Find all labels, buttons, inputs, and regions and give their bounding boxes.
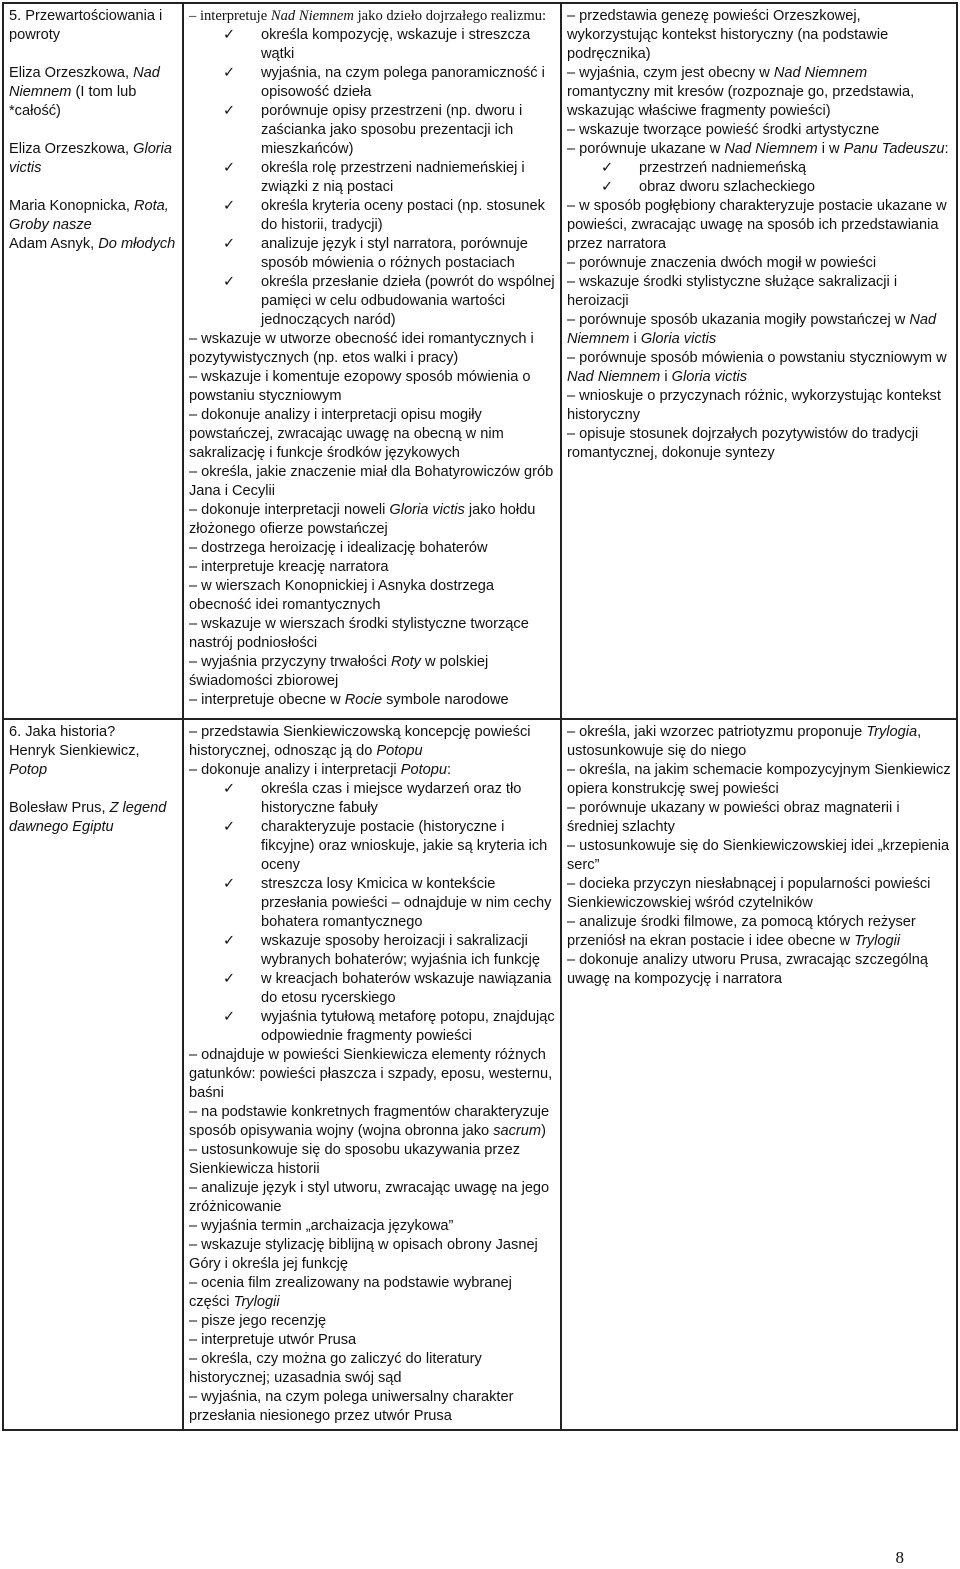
page-number: 8: [895, 1548, 904, 1567]
list-item: – wskazuje tworzące powieść środki artystyczne: [567, 122, 880, 138]
checklist-item: ✓ charakteryzuje postacie (historyczne i fikcyjne) oraz wnioskuje, jakie są kryteria ich oceny: [189, 818, 556, 875]
list-item: – przedstawia Sienkiewiczowską koncepcję powieści historycznej, odnosząc ją do Potopu: [189, 724, 531, 759]
extended-requirements-cell: [561, 3, 957, 719]
checkmark-icon: ✓: [223, 274, 236, 290]
checkmark-icon: ✓: [223, 1009, 236, 1025]
checklist-item: ✓ streszcza losy Kmicica w kontekście przesłania powieści – odnajduje w nim cechy bohatera romantycznego: [189, 875, 556, 932]
list-item: – w sposób pogłębiony charakteryzuje postacie ukazane w powieści, zwracając uwagę na sposób ich przedstawiania przez narratora: [567, 198, 947, 252]
work-entry: Henryk Sienkiewicz, Potop: [9, 743, 140, 778]
list-item: – określa, na jakim schemacie kompozycyjnym Sienkiewicz opiera konstrukcję swej powieści: [567, 762, 951, 797]
list-item: – interpretuje obecne w Rocie symbole narodowe: [189, 692, 509, 708]
list-item: – wskazuje w wierszach środki stylistyczne tworzące nastrój podniosłości: [189, 616, 529, 651]
work-entry: Eliza Orzeszkowa, Gloria victis: [9, 141, 173, 176]
table-row: [3, 719, 957, 1430]
checklist-item: ✓ określa kryteria oceny postaci (np. stosunek do historii, tradycji): [189, 197, 556, 235]
checklist-item: ✓ określa czas i miejsce wydarzeń oraz tło historyczne fabuły: [189, 780, 556, 818]
list-item: – interpretuje Nad Niemnem jako dzieło dojrzałego realizmu:: [189, 8, 547, 24]
list-item: – ustosunkowuje się do sposobu ukazywania przez Sienkiewicza historii: [189, 1142, 520, 1177]
checklist-item: ✓ wyjaśnia, na czym polega panoramiczność i opisowość dzieła: [189, 64, 556, 102]
list-item: – ocenia film zrealizowany na podstawie wybranej części Trylogii: [189, 1275, 512, 1310]
list-item: – docieka przyczyn niesłabnącej i popularności powieści Sienkiewiczowskiej wśród czytelników: [567, 876, 931, 911]
checklist-item: ✓ wskazuje sposoby heroizacji i sakralizacji wybranych bohaterów; wyjaśnia ich funkcję: [189, 932, 556, 970]
list-item: – opisuje stosunek dojrzałych pozytywistów do tradycji romantycznej, dokonuje syntezy: [567, 426, 919, 461]
list-item: – wskazuje środki stylistyczne służące sakralizacji i heroizacji: [567, 274, 898, 309]
list-item: – ustosunkowuje się do Sienkiewiczowskiej idei „krzepienia serc”: [567, 838, 950, 873]
checklist-item: ✓ porównuje opisy przestrzeni (np. dworu i zaścianka jako sposobu prezentacji ich mieszkańców): [189, 102, 556, 159]
list-item: – dostrzega heroizację i idealizację bohaterów: [189, 540, 488, 556]
checkmark-icon: ✓: [223, 27, 236, 43]
checklist-item: ✓ określa przesłanie dzieła (powrót do wspólnej pamięci w celu odbudowania wartości jednoczących naród): [189, 273, 556, 330]
list-item: – porównuje ukazany w powieści obraz magnaterii i średniej szlachty: [567, 800, 900, 835]
checkmark-icon: ✓: [223, 971, 236, 987]
topic-title: 5. Przewartościowania i powroty: [9, 8, 163, 43]
list-item: – w wierszach Konopnickiej i Asnyka dostrzega obecność idei romantycznych: [189, 578, 495, 613]
topic-title: 6. Jaka historia?: [9, 724, 116, 740]
checkmark-icon: ✓: [601, 160, 614, 176]
checkmark-icon: ✓: [223, 160, 236, 176]
list-item: – interpretuje kreację narratora: [189, 559, 389, 575]
checkmark-icon: ✓: [223, 103, 236, 119]
checklist-item: ✓ przestrzeń nadniemeńską: [567, 159, 952, 178]
list-item: – wskazuje i komentuje ezopowy sposób mówienia o powstaniu styczniowym: [189, 369, 531, 404]
checklist-item: ✓ określa kompozycję, wskazuje i streszcza wątki: [189, 26, 556, 64]
checkmark-icon: ✓: [223, 876, 236, 892]
list-item: – wskazuje stylizację biblijną w opisach obrony Jasnej Góry i określa jej funkcję: [189, 1237, 538, 1272]
list-item: – dokonuje analizy i interpretacji opisu mogiły powstańczej, zwracając uwagę na obecną w nim sakralizację i funkcje środków językowych: [189, 407, 504, 461]
table-row: [3, 3, 957, 719]
list-item: – dokonuje analizy utworu Prusa, zwracając szczególną uwagę na kompozycję i narratora: [567, 952, 928, 987]
basic-requirements-cell: [183, 3, 561, 719]
list-item: – na podstawie konkretnych fragmentów charakteryzuje sposób opisywania wojny (wojna obronna jako sacrum): [189, 1104, 550, 1139]
list-item: – interpretuje utwór Prusa: [189, 1332, 357, 1348]
list-item: – wyjaśnia przyczyny trwałości Roty w polskiej świadomości zbiorowej: [189, 654, 489, 689]
checkmark-icon: ✓: [223, 236, 236, 252]
checkmark-icon: ✓: [601, 179, 614, 195]
extended-requirements-cell: [561, 719, 957, 1430]
topic-cell: [3, 719, 183, 1430]
checklist-item: ✓ analizuje język i styl narratora, porównuje sposób mówienia o różnych postaciach: [189, 235, 556, 273]
list-item: – wyjaśnia, na czym polega uniwersalny charakter przesłania niesionego przez utwór Prusa: [189, 1389, 514, 1424]
topic-cell: [3, 3, 183, 719]
checklist-item: ✓ określa rolę przestrzeni nadniemeńskiej i związki z nią postaci: [189, 159, 556, 197]
list-item: – dokonuje analizy i interpretacji Potopu:: [189, 762, 452, 778]
list-item: – przedstawia genezę powieści Orzeszkowej, wykorzystując kontekst historyczny (na podstawie podręcznika): [567, 8, 889, 62]
checklist-item: ✓ wyjaśnia tytułową metaforę potopu, znajdując odpowiednie fragmenty powieści: [189, 1008, 556, 1046]
work-entry: Eliza Orzeszkowa, Nad Niemnem (I tom lub *całość): [9, 65, 160, 119]
checkmark-icon: ✓: [223, 933, 236, 949]
checkmark-icon: ✓: [223, 819, 236, 835]
list-item: – porównuje sposób mówienia o powstaniu styczniowym w Nad Niemnem i Gloria victis: [567, 350, 947, 385]
curriculum-table: [2, 2, 958, 1431]
work-entry: Adam Asnyk, Do młodych: [9, 236, 176, 252]
work-entry: Maria Konopnicka, Rota, Groby nasze: [9, 198, 169, 233]
work-entry: Bolesław Prus, Z legend dawnego Egiptu: [9, 800, 167, 835]
list-item: – analizuje środki filmowe, za pomocą których reżyser przeniósł na ekran postacie i idee obecne w Trylogii: [567, 914, 916, 949]
list-item: – wyjaśnia, czym jest obecny w Nad Niemnem romantyczny mit kresów (rozpoznaje go, przedstawia, wskazując właściwe fragmenty powieści): [567, 65, 915, 119]
list-item: – pisze jego recenzję: [189, 1313, 327, 1329]
list-item: – wnioskuje o przyczynach różnic, wykorzystując kontekst historyczny: [567, 388, 941, 423]
checklist-item: ✓ obraz dworu szlacheckiego: [567, 178, 952, 197]
list-item: – określa, jaki wzorzec patriotyzmu proponuje Trylogia, ustosunkowuje się do niego: [567, 724, 922, 759]
list-item: – porównuje znaczenia dwóch mogił w powieści: [567, 255, 877, 271]
basic-requirements-cell: [183, 719, 561, 1430]
list-item: – określa, jakie znaczenie miał dla Bohatyrowiczów grób Jana i Cecylii: [189, 464, 554, 499]
list-item: – odnajduje w powieści Sienkiewicza elementy różnych gatunków: powieści płaszcza i szpady, eposu, westernu, baśni: [189, 1047, 553, 1101]
list-item: – porównuje ukazane w Nad Niemnem i w Panu Tadeuszu:: [567, 141, 949, 157]
checkmark-icon: ✓: [223, 781, 236, 797]
checkmark-icon: ✓: [223, 198, 236, 214]
list-item: – określa, czy można go zaliczyć do literatury historycznej; uzasadnia swój sąd: [189, 1351, 482, 1386]
checkmark-icon: ✓: [223, 65, 236, 81]
list-item: – wyjaśnia termin „archaizacja językowa”: [189, 1218, 454, 1234]
list-item: – dokonuje interpretacji noweli Gloria victis jako hołdu złożonego ofierze powstańczej: [189, 502, 536, 537]
list-item: – porównuje sposób ukazania mogiły powstańczej w Nad Niemnem i Gloria victis: [567, 312, 937, 347]
list-item: – analizuje język i styl utworu, zwracając uwagę na jego zróżnicowanie: [189, 1180, 550, 1215]
list-item: – wskazuje w utworze obecność idei romantycznych i pozytywistycznych (np. etos walki i pracy): [189, 331, 534, 366]
checklist-item: ✓ w kreacjach bohaterów wskazuje nawiązania do etosu rycerskiego: [189, 970, 556, 1008]
